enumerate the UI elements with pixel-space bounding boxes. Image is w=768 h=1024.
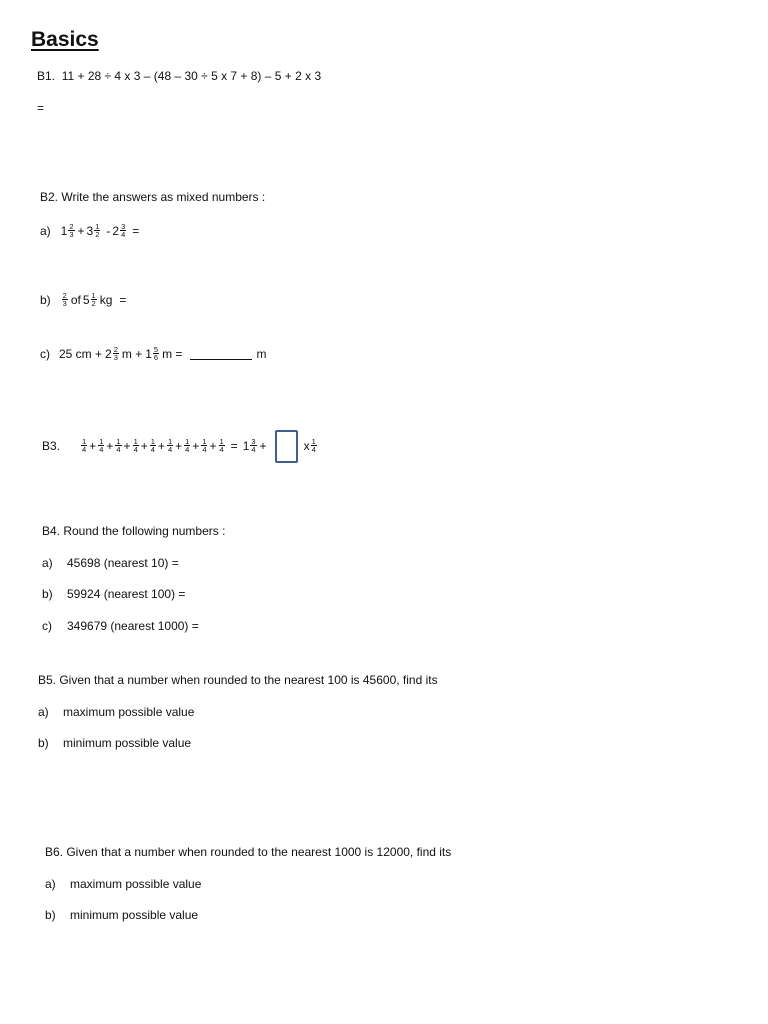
fraction (311, 438, 317, 454)
equals-sign: = (119, 293, 127, 307)
list-item (38, 704, 194, 720)
item-label: b) (42, 587, 53, 601)
page-title: Basics (31, 28, 99, 51)
operator: + (209, 439, 217, 453)
numerator: 1 (219, 437, 224, 446)
list-item (42, 618, 199, 634)
denominator: 4 (133, 445, 138, 454)
item-label: b) (40, 293, 51, 307)
fraction (113, 346, 119, 362)
item-text: maximum possible value (63, 705, 195, 719)
denominator: 4 (82, 445, 87, 454)
list-item (42, 586, 185, 602)
whole-number: 1 (242, 439, 250, 453)
question-b2b (40, 292, 126, 308)
numerator: 3 (251, 437, 256, 446)
denominator: 4 (121, 230, 126, 239)
whole-number: 1 (60, 224, 68, 238)
item-text: 45698 (nearest 10) = (67, 556, 179, 570)
fraction (250, 438, 256, 454)
operator: + (157, 439, 165, 453)
question-b6-heading: B6. Given that a number when rounded to the nearest 1000 is 12000, find its (45, 845, 452, 859)
question-b2a (40, 223, 141, 239)
answer-box[interactable] (275, 430, 298, 463)
numerator: 1 (82, 437, 87, 446)
item-label: a) (42, 556, 53, 570)
numerator: 1 (95, 222, 100, 231)
question-b5-heading: B5. Given that a number when rounded to the nearest 100 is 45600, find its (38, 673, 438, 687)
fraction (98, 438, 104, 454)
operator: + (175, 439, 183, 453)
list-item (45, 876, 201, 892)
item-label: c) (40, 347, 50, 361)
fraction (115, 438, 121, 454)
item-text: maximum possible value (70, 877, 202, 891)
unit: kg (99, 293, 113, 307)
item-label: b) (45, 908, 56, 922)
fraction (68, 223, 74, 239)
operator: + (123, 439, 131, 453)
fraction (120, 223, 126, 239)
denominator: 2 (95, 230, 100, 239)
numerator: 1 (91, 291, 96, 300)
numerator: 5 (153, 345, 159, 354)
item-label: c) (42, 619, 52, 633)
fraction (184, 438, 190, 454)
item-label: a) (45, 877, 56, 891)
fraction (81, 438, 87, 454)
item-text: 349679 (nearest 1000) = (67, 619, 199, 633)
denominator: 4 (99, 445, 104, 454)
question-b2c (40, 346, 266, 362)
question-b4-heading: B4. Round the following numbers : (42, 524, 226, 538)
operator: + (89, 439, 97, 453)
equals-sign: = (132, 224, 140, 238)
item-label: a) (38, 705, 49, 719)
denominator: 4 (251, 445, 256, 454)
denominator: 6 (153, 353, 159, 362)
unit: m = (162, 347, 183, 361)
denominator: 4 (202, 445, 207, 454)
numerator: 1 (311, 437, 316, 446)
operator: + (106, 439, 114, 453)
equals-sign: = (230, 439, 238, 453)
whole-number: 3 (86, 224, 94, 238)
numerator: 1 (150, 437, 155, 446)
operator: + (140, 439, 148, 453)
denominator: 2 (91, 299, 96, 308)
item-text: minimum possible value (70, 908, 199, 922)
denominator: 3 (62, 299, 67, 308)
item-label: b) (38, 736, 49, 750)
unit: m + (121, 347, 143, 361)
numerator: 2 (69, 222, 74, 231)
denominator: 3 (113, 353, 118, 362)
numerator: 1 (133, 437, 138, 446)
operator: + (192, 439, 200, 453)
question-b3-label: B3. (42, 439, 61, 453)
denominator: 4 (116, 445, 121, 454)
list-item (38, 735, 191, 751)
denominator: 4 (219, 445, 224, 454)
question-b2-heading: B2. Write the answers as mixed numbers : (40, 190, 266, 204)
numerator: 1 (99, 437, 104, 446)
item-label: a) (40, 224, 51, 238)
numerator: 2 (62, 291, 67, 300)
repeated-fraction-sum (80, 438, 226, 454)
list-item (42, 555, 179, 571)
denominator: 4 (311, 445, 316, 454)
fraction (150, 438, 156, 454)
fraction (153, 346, 159, 362)
operator: - (106, 224, 111, 238)
item-text: 59924 (nearest 100) = (67, 587, 186, 601)
fraction (167, 438, 173, 454)
item-text: minimum possible value (63, 736, 192, 750)
numerator: 1 (185, 437, 190, 446)
answer-blank[interactable] (190, 348, 252, 360)
question-label: B1. (37, 69, 56, 83)
whole-number: 1 (145, 347, 152, 361)
list-item (45, 907, 198, 923)
operator: + (77, 224, 85, 238)
denominator: 3 (69, 230, 74, 239)
whole-number: 2 (105, 347, 112, 361)
numerator: 1 (202, 437, 207, 446)
operator: x (303, 439, 310, 453)
whole-number: 2 (112, 224, 120, 238)
whole-number: 5 (82, 293, 90, 307)
question-b3 (80, 428, 318, 464)
of-word: of (70, 293, 81, 307)
denominator: 4 (150, 445, 155, 454)
numerator: 1 (167, 437, 173, 446)
fraction (219, 438, 225, 454)
numerator: 1 (116, 437, 121, 446)
fraction (201, 438, 207, 454)
term: 25 cm + (59, 347, 103, 361)
fraction (94, 223, 100, 239)
fraction (62, 292, 68, 308)
unit: m (256, 347, 267, 361)
expression: 11 + 28 ÷ 4 x 3 – (48 – 30 ÷ 5 x 7 + 8) – 5 + 2 x 3 (61, 69, 322, 83)
question-b1 (37, 68, 321, 84)
equals-sign: = (37, 101, 45, 115)
operator: + (259, 439, 267, 453)
numerator: 2 (113, 345, 118, 354)
fraction (91, 292, 97, 308)
fraction (133, 438, 139, 454)
denominator: 4 (167, 445, 173, 454)
numerator: 3 (121, 222, 126, 231)
denominator: 4 (185, 445, 190, 454)
